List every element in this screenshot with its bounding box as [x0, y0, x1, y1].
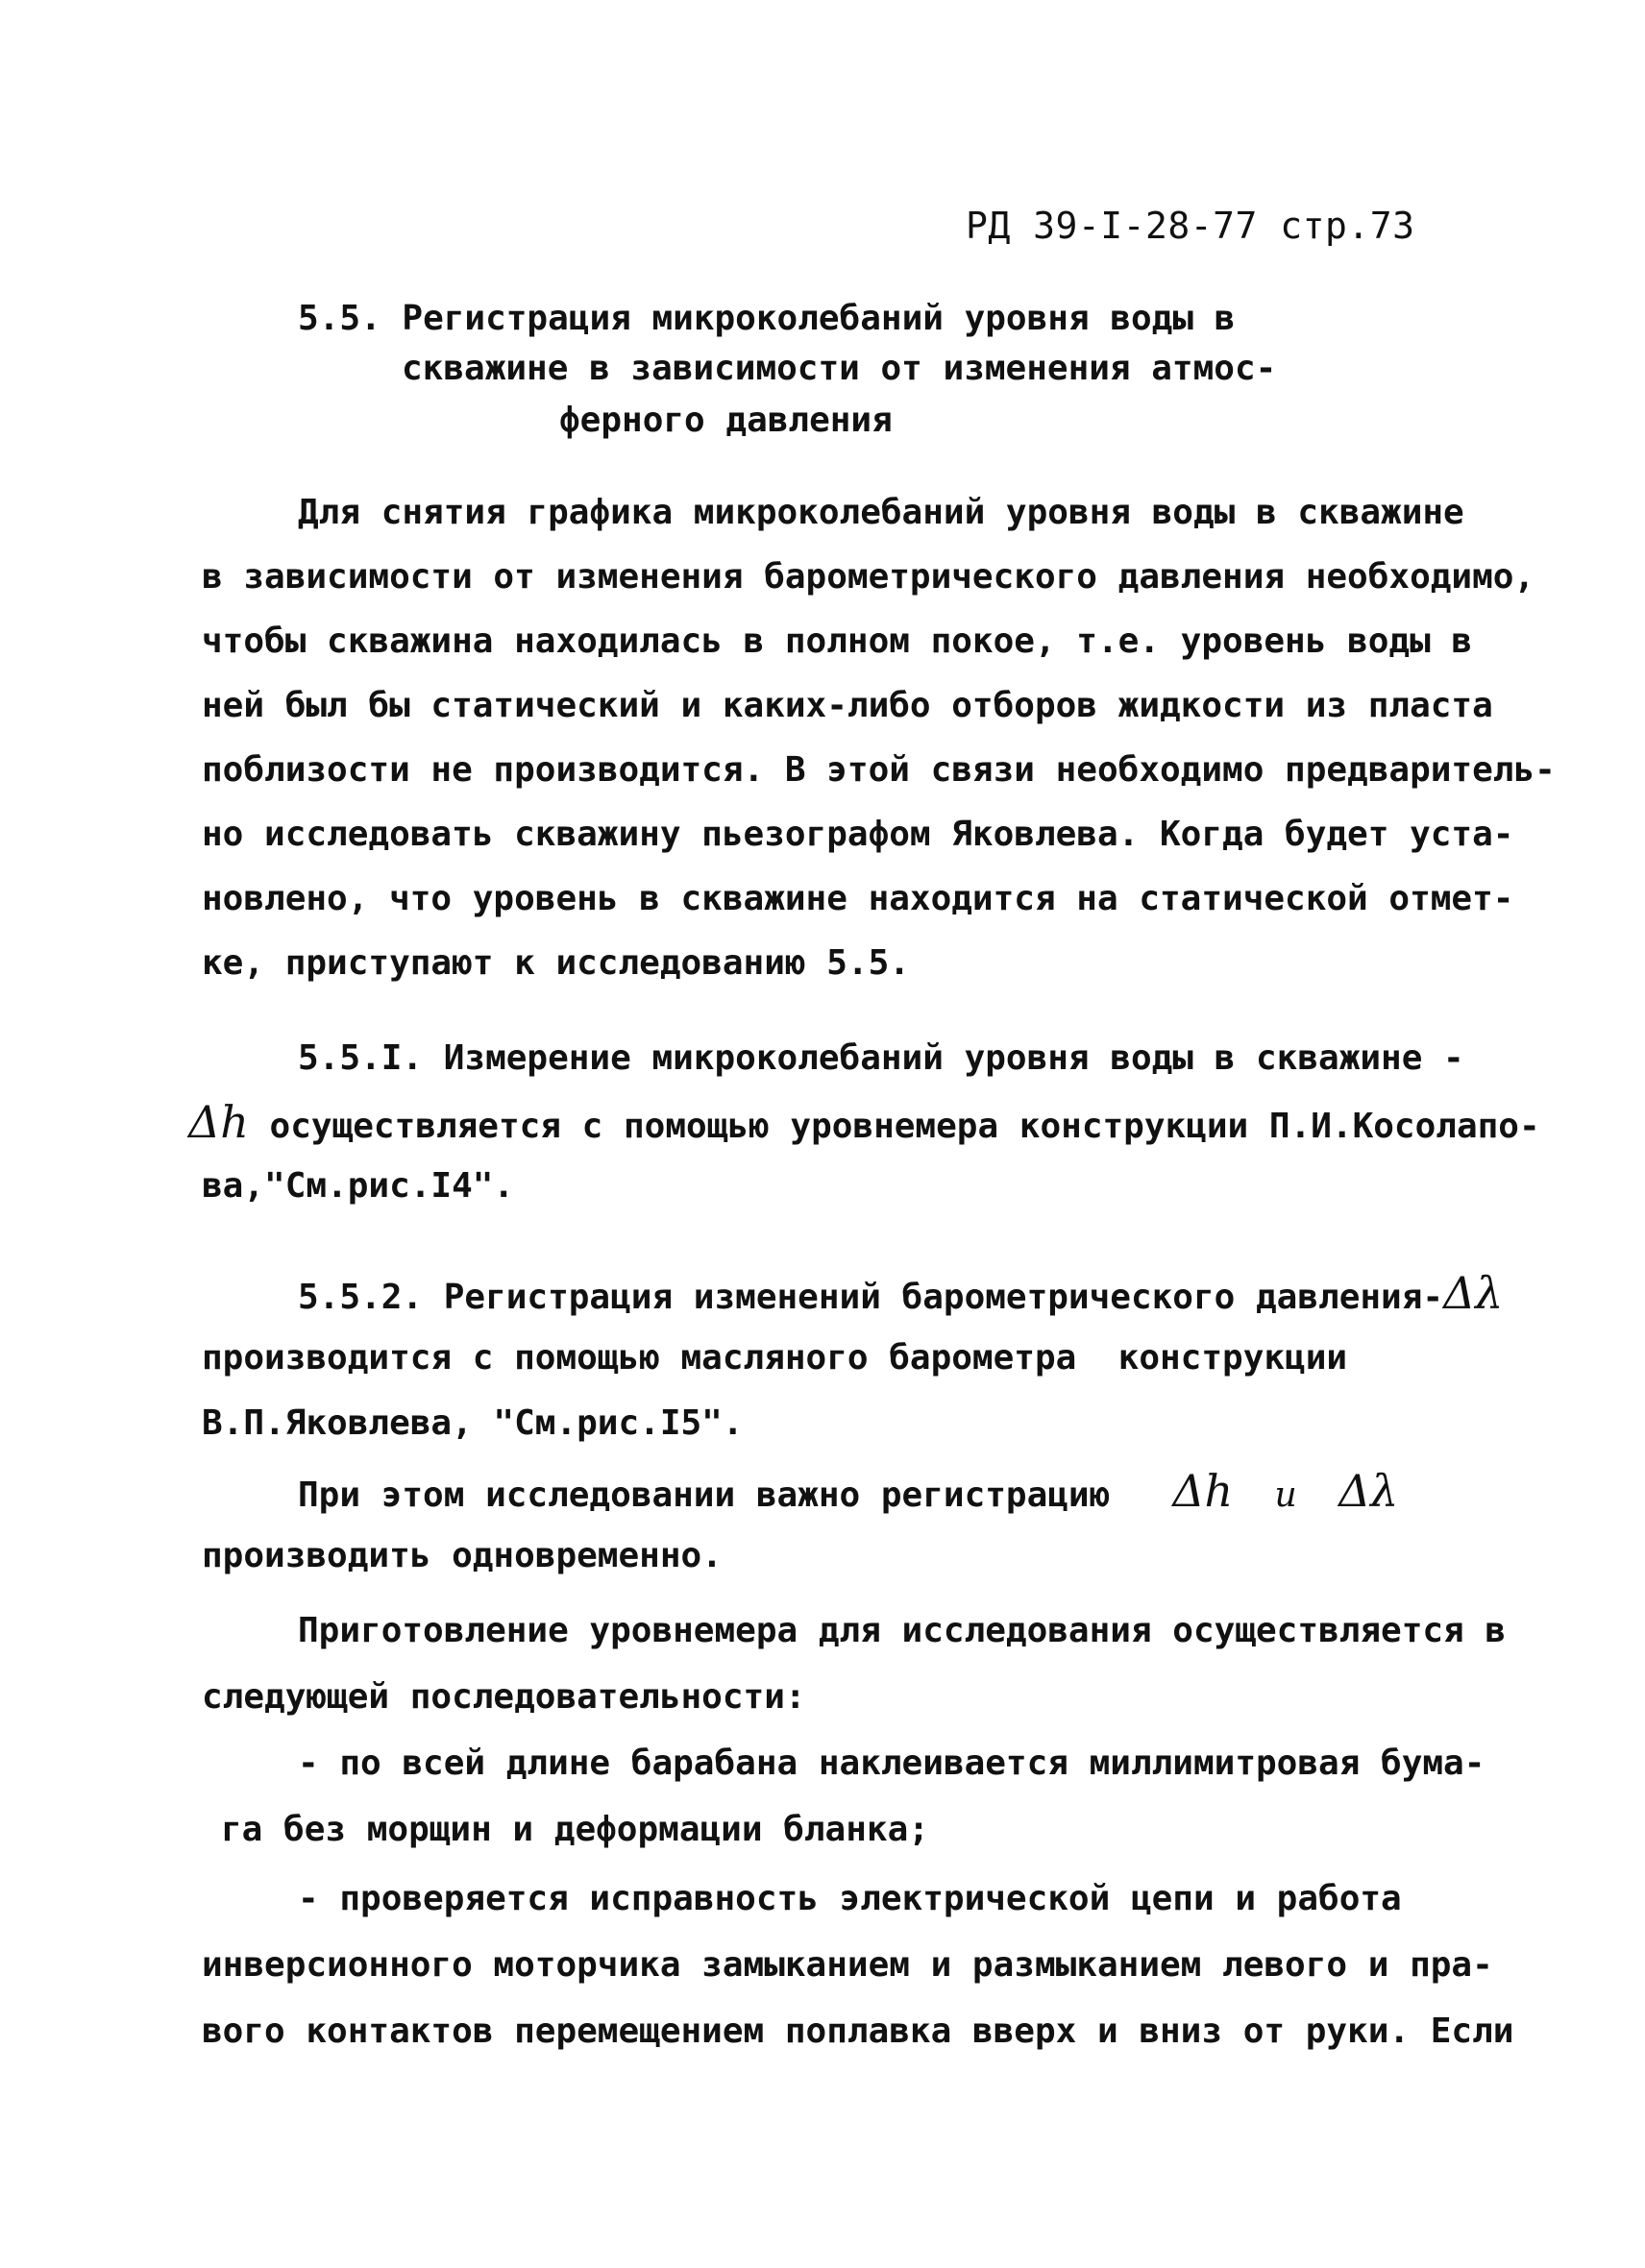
intro-line-4: ней был бы статический и каких-либо отборов жидкости из пласта — [202, 686, 1493, 725]
intro-line-5: поблизости не производится. В этой связи необходимо предваритель- — [202, 750, 1556, 790]
section-title-line-3: ферного давления — [559, 401, 893, 440]
section-title-line-1: Регистрация микроколебаний уровня воды в — [402, 299, 1236, 338]
simultaneous-line-2: производить одновременно. — [202, 1536, 723, 1575]
preparation-line-2: следующей последовательности: — [202, 1677, 806, 1717]
delta-h-symbol: Δh — [188, 1096, 249, 1148]
step-2-line-1: - проверяется исправность электрической цепи и работа — [298, 1879, 1402, 1918]
section-number: 5.5. — [298, 299, 381, 338]
section-title-line-2: скважине в зависимости от изменения атмос- — [402, 349, 1277, 388]
intro-line-3: чтобы скважина находилась в полном покое, т.е. уровень воды в — [202, 622, 1473, 661]
intro-line-2: в зависимости от изменения барометрического давления необходимо, — [202, 557, 1535, 597]
step-1-line-1: - по всей длине барабана наклеивается миллимитровая бума- — [298, 1744, 1485, 1783]
intro-line-6: но исследовать скважину пьезографом Яковлева. Когда будет уста- — [202, 815, 1514, 854]
document-reference: РД 39-I-28-77 стр.73 — [966, 205, 1415, 247]
p551-line-3: ва,"См.рис.I4". — [202, 1166, 515, 1206]
p551-line-1: 5.5.I. Измерение микроколебаний уровня воды в скважине - — [298, 1038, 1464, 1078]
p552-line-1-text: 5.5.2. Регистрация изменений барометрического давления- — [298, 1278, 1444, 1317]
delta-h-symbol-2: Δh — [1172, 1465, 1234, 1517]
step-2-line-2: инверсионного моторчика замыканием и размыканием левого и пра- — [202, 1945, 1493, 1985]
intro-line-8: ке, приступают к исследованию 5.5. — [202, 943, 910, 983]
delta-lambda-symbol-2: Δλ — [1338, 1465, 1399, 1517]
p552-line-1 — [298, 1267, 1504, 1319]
intro-line-7: новлено, что уровень в скважине находится на статической отмет- — [202, 879, 1514, 918]
preparation-line-1: Приготовление уровнемера для исследования осуществляется в — [298, 1611, 1507, 1650]
intro-line-1: Для снятия графика микроколебаний уровня воды в скважине — [298, 493, 1464, 532]
p552-line-2: производится с помощью масляного барометра конструкции — [202, 1338, 1348, 1378]
p551-line-2-text: осуществляется с помощью уровнемера конструкции П.И.Косолапо- — [269, 1107, 1540, 1146]
delta-lambda-symbol: Δλ — [1443, 1267, 1504, 1319]
section-heading-line-1 — [298, 298, 1235, 340]
conjunction-and: и — [1274, 1475, 1297, 1515]
step-2-line-3: вого контактов перемещением поплавка вверх и вниз от руки. Если — [202, 2012, 1514, 2051]
p552-line-3: В.П.Яковлева, "См.рис.I5". — [202, 1403, 744, 1443]
simultaneous-line-1 — [298, 1465, 1399, 1517]
simultaneous-line-1-text: При этом исследовании важно регистрацию — [298, 1475, 1111, 1515]
step-1-line-2: га без морщин и деформации бланка; — [221, 1810, 929, 1849]
p551-line-2 — [188, 1096, 1540, 1148]
